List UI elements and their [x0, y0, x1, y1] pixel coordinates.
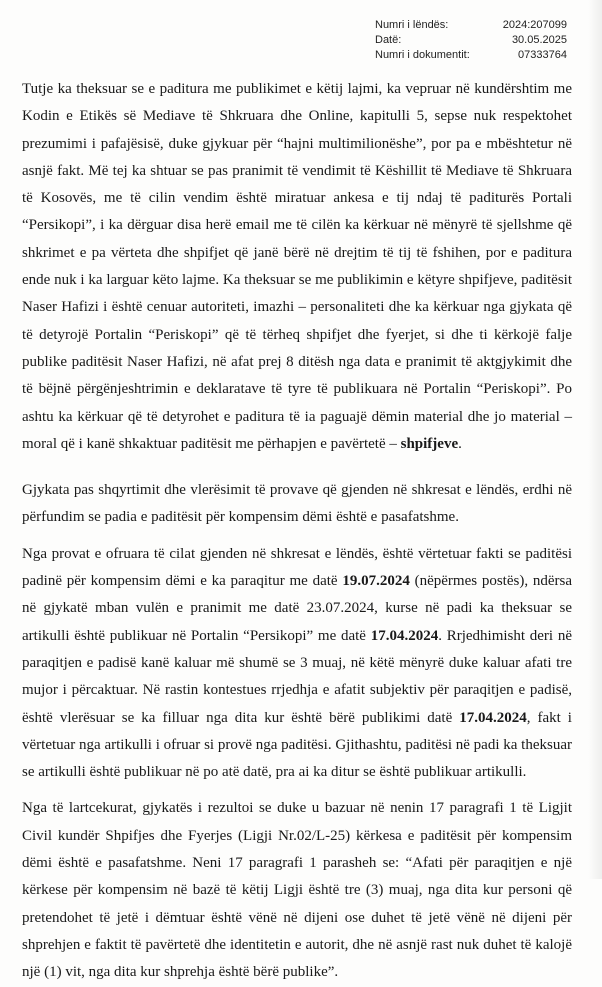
text-run: .	[458, 435, 462, 452]
paragraph	[22, 477, 572, 532]
meta-row	[375, 48, 567, 63]
text-run: Tutje ka theksuar se e paditura me publikimet e këtij lajmi, ka vepruar në kundërshtim me Kodin e Etikës së Mediave të Shkruara dhe Online, kapitulli 5, sepse nuk respektohet prezumimi i pafajësisë, duke gjykuar për “hajni multimilionëshe”, por pa e mbështetur në asnjë fakt. Më tej ka shtuar se pas pranimit të vendimit të Këshillit të Mediave të Shkruara të Kosovës, me të cilin vendim është miratuar ankesa e tij ndaj të paditurës Portali “Persikopi”, i ka dërguar disa herë email me të cilën ka kërkuar në mënyrë të sjellshme që shkrimet e pa vërteta dhe shpifjet që janë bërë në drejtim të tij të fshihen, por e paditura ende nuk i ka larguar këto lajme. Ka theksuar se me publikimin e këtyre shpifjeve, paditësit Naser Hafizi i është cenuar autoriteti, imazhi – personaliteti dhe ka kërkuar nga gjykata që të detyrojë Portalin “Periskopi” që të tërheq shpifjet dhe fyerjet, si dhe ti kërkojë falje publike paditësit Naser Hafizi, në afat prej 8 ditësh nga data e pranimit të aktgjykimit dhe të bëjnë përgënjeshtrimin e deklaratave të tyre të publikuara në Portalin “Periskopi”. Po ashtu ka kërkuar që të detyrohet e paditura të ia paguajë dëmin material dhe jo material – moral që i kanë shkaktuar paditësit me përhapjen e pavërtetë –	[22, 81, 572, 452]
document-body	[22, 76, 572, 987]
text-run-bold: 17.04.2024	[370, 627, 439, 644]
document-meta	[375, 18, 567, 63]
meta-value: 30.05.2025	[511, 34, 567, 46]
text-run-bold: 17.04.2024	[459, 709, 527, 726]
text-run: Gjykata pas shqyrtimit dhe vlerësimit të provave që gjenden në shkresat e lëndës, erdhi në përfundim se padia e paditësit për kompensim dëmi është e pasafatshme.	[22, 482, 572, 526]
meta-row	[375, 33, 567, 48]
meta-label: Numri i lëndës:	[375, 19, 449, 31]
meta-value: 07333764	[518, 49, 567, 61]
meta-value: 2024:207099	[502, 19, 567, 31]
text-run: . Rrjedhimisht deri në paraqitjen e padisë kanë kaluar më shumë se 3 muaj, në këtë mënyrë duke kaluar afati tre mujor i përcaktuar. Në rastin kontestues rrjedhja e afatit subjektiv për paraqitjen e padisë, është vlerësuar se ka filluar nga dita kur është bërë publikimi datë	[22, 627, 572, 726]
text-run-bold: 19.07.2024	[342, 573, 410, 590]
paragraph	[22, 541, 572, 787]
text-run: (nëpërmes postës), ndërsa në gjykatë mban vulën e pranimit me datë 23.07.2024, kurse në padi ka theksuar se artikulli është publikuar në Portalin “Persikopi” me datë	[22, 573, 572, 644]
text-run: Nga provat e ofruara të cilat gjenden në shkresat e lëndës, është vërtetuar fakti se paditësi padinë për kompensim dëmi e ka paraqitur me datë	[22, 545, 572, 590]
meta-row	[375, 18, 567, 33]
paragraph	[22, 795, 572, 986]
text-run: Nga të lartcekurat, gjykatës i rezultoi se duke u bazuar në nenin 17 paragrafi 1 të Ligjit Civil kundër Shpifjes dhe Fyerjes (Ligji Nr.02/L-25) kërkesa e paditësit për kompensim dëmi është e pasafatshme. Neni 17 paragrafi 1 parasheh se: “Afati për paraqitjen e një kërkese për kompensim në bazë të këtij Ligji është tre (3) muaj, nga dita kur personi që pretendohet të jetë i dëmtuar është vënë në dijeni ose duhet të jetë vënë në dijeni për shprehjen e faktit të pavërtetë dhe identitetin e autorit, dhe në asnjë rast nuk duhet të kalojë një (1) vit, nga dita kur shprehja është bërë publike”.	[22, 800, 572, 981]
text-run-bold: shpifjeve	[400, 435, 459, 452]
paragraph	[22, 76, 572, 458]
meta-label: Numri i dokumentit:	[375, 49, 470, 61]
meta-label: Datë:	[375, 34, 402, 46]
text-run: , fakt i vërtetuar nga artikulli i ofruar si provë nga paditësi. Gjithashtu, paditësi në padi ka theksuar se artikulli është publikuar në po atë datë, pra ai ka ditur se është publikuar artikulli.	[22, 709, 572, 781]
